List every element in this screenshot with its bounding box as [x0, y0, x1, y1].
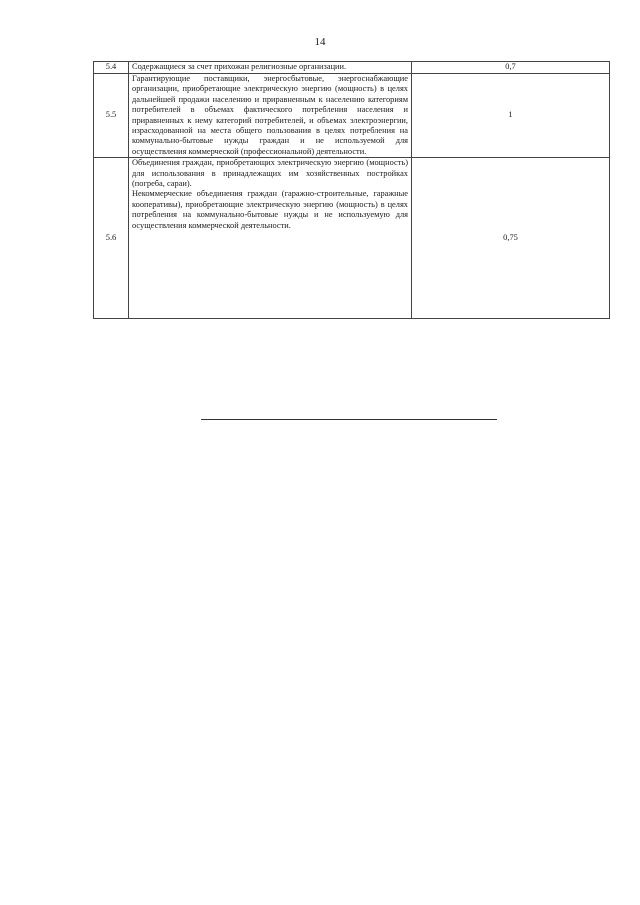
coefficients-table: [93, 61, 610, 319]
description-paragraph: Некоммерческие объединения граждан (гаражно-строительные, гаражные кооперативы), приобретающие электрическую энергию (мощность) в целях потребления на коммунально-бытовые нужды и не используемую для осуществления коммерческой деятельности.: [132, 189, 408, 230]
row-description: [129, 62, 412, 74]
table-row: [94, 74, 610, 158]
description-paragraph: Гарантирующие поставщики, энергосбытовые, энергоснабжающие организации, приобретающие электрическую энергию (мощность) в целях дальнейшей продажи населению и приравненным к населению категориям потребителей в объемах фактического потребления населения и приравненных к нему категорий потребителей, и объемах электроэнергии, израсходованной на места общего пользования в целях потребления на коммунально-бытовые нужды граждан и не используемой для осуществления коммерческой (профессиональной) деятельности.: [132, 74, 408, 156]
row-coefficient: 0,75: [412, 158, 610, 319]
row-number: 5.6: [94, 158, 129, 319]
description-paragraph: Содержащиеся за счет прихожан религиозные организации.: [132, 62, 347, 71]
row-coefficient: 1: [412, 74, 610, 158]
row-description: [129, 158, 412, 319]
row-number: 5.5: [94, 74, 129, 158]
row-coefficient: 0,7: [412, 62, 610, 74]
description-paragraph: Объединения граждан, приобретающих электрическую энергию (мощность) для использования в принадлежащих им хозяйственных постройках (погреба, сараи).: [132, 158, 408, 189]
row-number: 5.4: [94, 62, 129, 74]
row-description: [129, 74, 412, 158]
closing-rule: [201, 419, 497, 420]
page-number: 14: [314, 36, 326, 48]
table-row: [94, 62, 610, 74]
table-row: [94, 158, 610, 319]
